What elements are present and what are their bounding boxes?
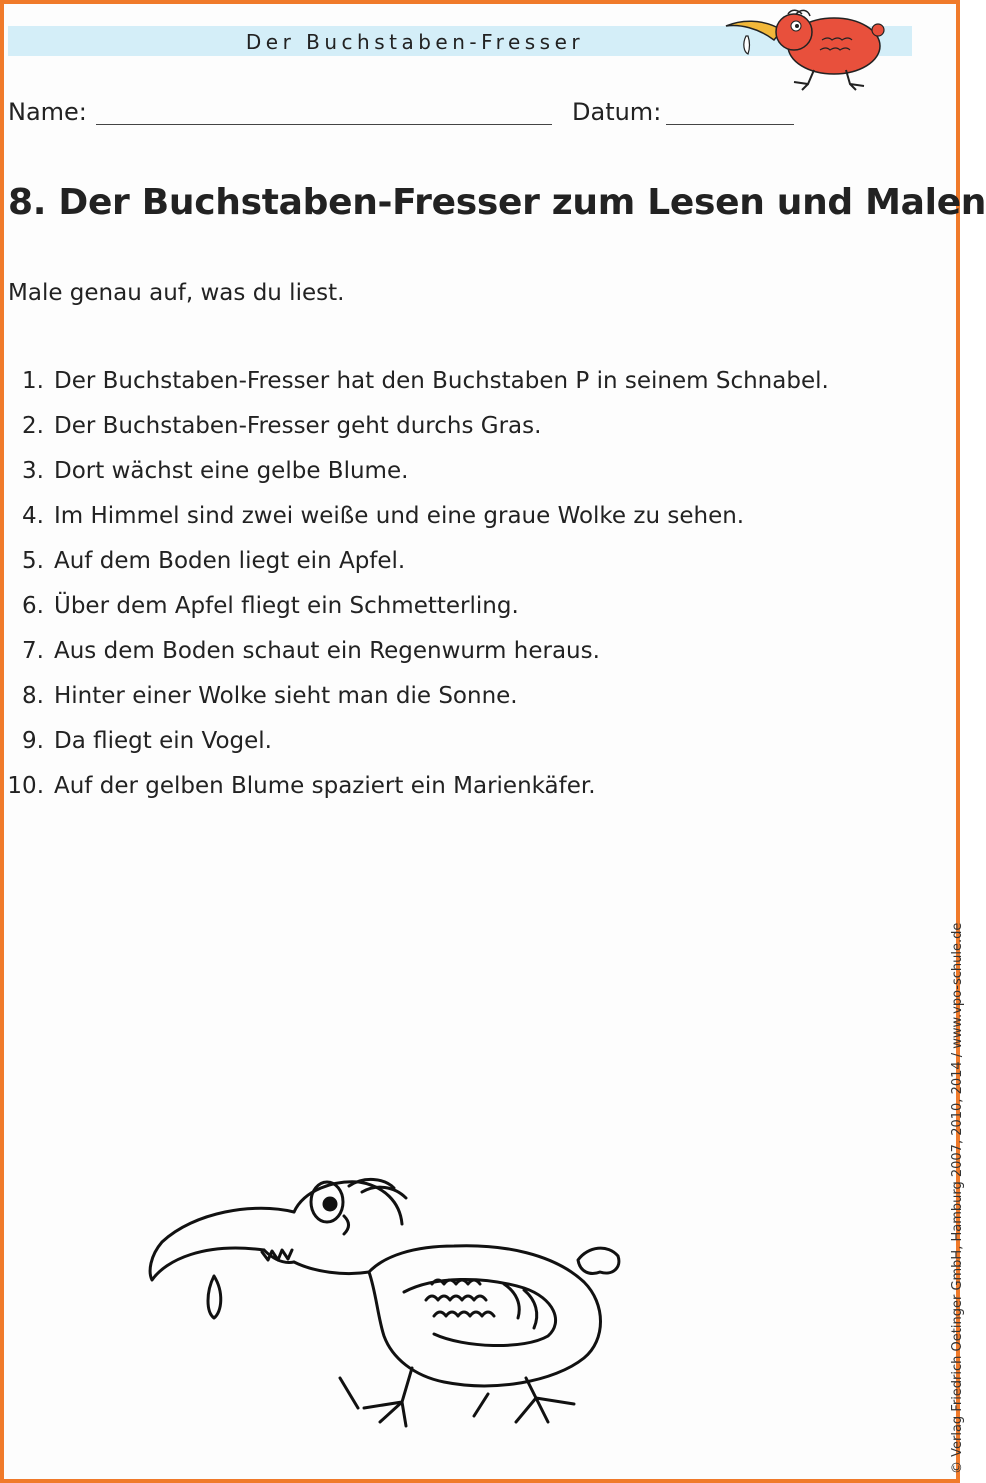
date-label: Datum: [572,98,662,126]
item-text: Im Himmel sind zwei weiße und eine graue Wolke zu sehen. [54,503,745,529]
item-text: Dort wächst eine gelbe Blume. [54,458,409,484]
item-text: Auf dem Boden liegt ein Apfel. [54,548,406,574]
item-number: 4. [22,503,44,529]
item-text: Der Buchstaben-Fresser geht durchs Gras. [54,413,542,439]
red-bird-icon [722,6,892,92]
item-number: 5. [22,548,44,574]
name-label: Name: [8,98,87,126]
name-field[interactable] [96,124,552,125]
item-text: Hinter einer Wolke sieht man die Sonne. [54,683,518,709]
item-number: 3. [22,458,44,484]
item-text: Aus dem Boden schaut ein Regenwurm heraus. [54,638,600,664]
item-text: Der Buchstaben-Fresser hat den Buchstaben P in seinem Schnabel. [54,368,829,394]
item-number: 8. [22,683,44,709]
item-number: 7. [22,638,44,664]
item-text: Über dem Apfel fliegt ein Schmetterling. [54,593,519,619]
page-title: 8. Der Buchstaben-Fresser zum Lesen und Malen [8,182,986,223]
item-number: 6. [22,593,44,619]
instruction-text: Male genau auf, was du liest. [8,280,345,306]
bird-outline-illustration [144,1172,644,1432]
header-title: Der Buchstaben-Fresser [245,30,585,54]
item-number: 9. [22,728,44,754]
item-number: 2. [22,413,44,439]
item-number: 10. [7,773,44,799]
item-number: 1. [22,368,44,394]
item-text: Da fliegt ein Vogel. [54,728,272,754]
copyright-notice: © Verlag Friedrich Oetinger GmbH, Hamburg 2007, 2010, 2014 / www.vpo-schule.de [950,922,965,1474]
date-field[interactable] [666,124,794,125]
item-text: Auf der gelben Blume spaziert ein Marienkäfer. [54,773,596,799]
